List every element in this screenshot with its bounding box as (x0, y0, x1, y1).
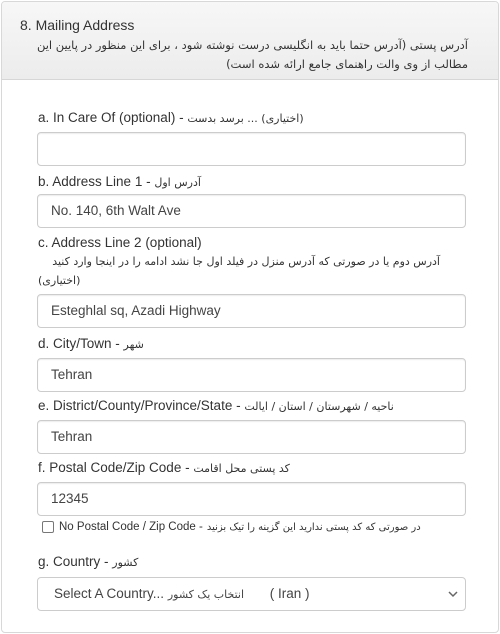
address-line-1-input[interactable]: No. 140, 6th Walt Ave (37, 194, 466, 228)
mailing-address-panel (1, 1, 499, 633)
in-care-of-label: a. In Care Of (optional) - (اختیاری) ... برسد بدست (38, 110, 304, 125)
address-line-1-label: b. Address Line 1 - آدرس اول (38, 174, 201, 189)
postal-code-input[interactable]: 12345 (37, 482, 466, 516)
city-input[interactable]: Tehran (37, 358, 466, 392)
address-line-2-input[interactable]: Esteghlal sq, Azadi Highway (37, 294, 466, 328)
district-label: e. District/County/Province/State - ناحیه / شهرستان / استان / ایالت (38, 398, 394, 413)
no-postal-code-option[interactable]: No Postal Code / Zip Code - در صورتی که کد پستی ندارید این گزینه را تیک بزنید (42, 521, 421, 533)
address-line-2-label: c. Address Line 2 (optional) (38, 235, 202, 250)
country-label: g. Country - کشور (38, 554, 139, 569)
postal-code-label: f. Postal Code/Zip Code - کد پستی محل اقامت (38, 460, 290, 475)
no-postal-code-checkbox[interactable] (42, 521, 54, 533)
address-line-2-optional: (اختیاری) (38, 274, 81, 287)
city-label: d. City/Town - شهر (38, 336, 144, 351)
district-input[interactable]: Tehran (37, 420, 466, 454)
section-title: 8. Mailing Address (20, 17, 135, 33)
panel-header (2, 2, 498, 80)
section-note: آدرس پستی (آدرس حتما باید به انگلیسی درست نوشته شود ، برای این منظور در پایین این مطالب از وی والت راهنمای جامع ارائه شده است) (36, 38, 468, 71)
in-care-of-input[interactable] (37, 132, 466, 166)
address-line-2-note: آدرس دوم یا در صورتی که آدرس منزل در فیلد اول جا نشد ادامه را در اینجا وارد کنید (52, 255, 440, 268)
chevron-down-icon[interactable] (447, 578, 459, 610)
country-select[interactable]: Select A Country... انتخاب یک کشور ( Iran ) (37, 577, 466, 611)
